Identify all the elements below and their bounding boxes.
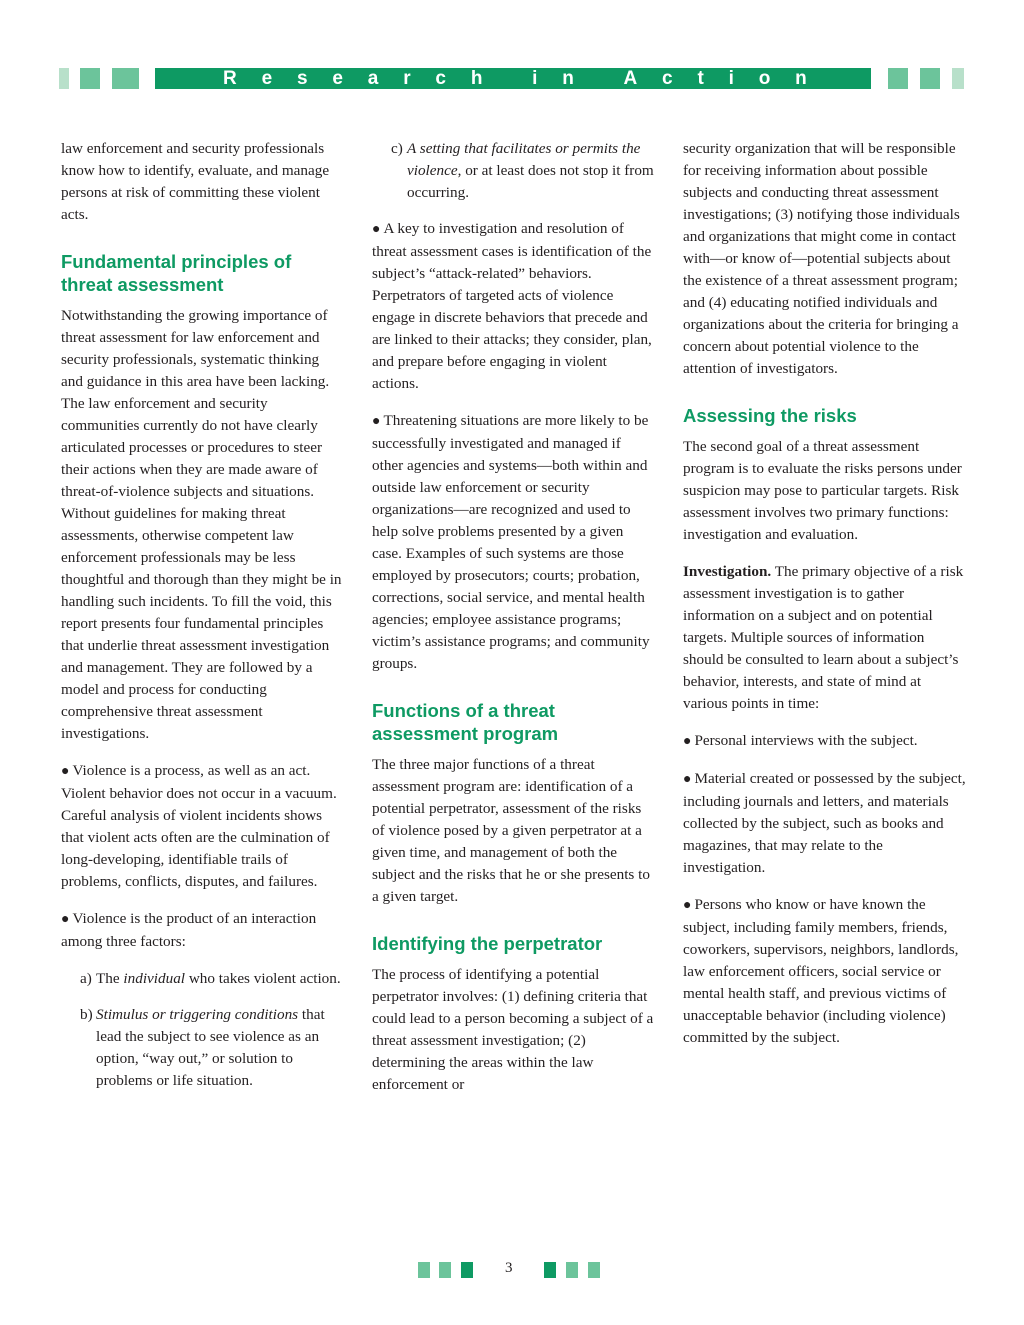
banner-letter: R: [223, 68, 237, 89]
sub-item-text: [96, 968, 341, 990]
bullet-text: Violence is the product of an interaction among three factors:: [61, 910, 317, 950]
header-square: [888, 68, 908, 89]
banner-letter: t: [697, 68, 704, 89]
bullet-text: A key to investigation and resolution of threat assessment cases is identification of the subject’s “attack-related” behaviors. Perpetrators of targeted acts of violence engage in discrete behaviors that precede and are linked to their attacks; they consider, plan, and prepare before engaging in violent actions.: [372, 220, 652, 392]
bullet-item: [61, 760, 344, 893]
column-1: [61, 138, 344, 1106]
bullet-item: [372, 410, 655, 675]
banner-letter: i: [728, 68, 734, 89]
sub-item-label: a): [80, 970, 92, 987]
sub-item-text-part: that lead the subject to see violence as an option, “way out,” or solution to problems or life situation.: [96, 1006, 325, 1089]
bullet-item: [683, 768, 966, 879]
banner-letter: i: [532, 68, 538, 89]
bullet-text: Personal interviews with the subject.: [694, 732, 918, 749]
body-paragraph: The process of identifying a potential perpetrator involves: (1) defining criteria that could lead to a person becoming a subject of a threat assessment investigation; (2) determining the areas within the law enforcement or: [372, 966, 654, 1093]
body-paragraph: security organization that will be responsible for receiving information about possible subjects and conducting threat assessment investigations; (3) notifying those individuals and organizations that might come in contact with—or know of—potential subjects about the existence of a threat assessment program; and (4) educating notified individuals and organizations about the criteria for bringing a concern about potential violence to the attention of investigators.: [683, 140, 960, 377]
banner-letter: e: [261, 68, 273, 89]
header-square: [112, 68, 139, 89]
banner-letter: c: [662, 68, 673, 89]
section-heading: Fundamental principles of threat assessment: [61, 251, 292, 295]
banner-letter: c: [435, 68, 446, 89]
bullet-item: [683, 730, 966, 753]
sub-item-text-part: , or at least does not stop it from occurring.: [407, 162, 654, 201]
bullet-item: [61, 908, 344, 953]
header-square: [59, 68, 69, 89]
body-paragraph: [683, 561, 966, 715]
footer-square: [588, 1262, 600, 1278]
footer-square: [418, 1262, 430, 1278]
banner-letter: s: [296, 68, 308, 89]
sub-item-a: [80, 968, 344, 990]
sub-item-text: [96, 1004, 344, 1092]
sub-item-emphasis: individual: [123, 970, 186, 987]
bullet-text: Persons who know or have known the subject, including family members, friends, coworkers, supervisors, neighbors, landlords, law enforcement officers, social service or mental health staff, and previous victims of unacceptable behavior (including violence) committed by the subject.: [683, 896, 959, 1046]
bullet-item: [372, 218, 655, 395]
header-square: [920, 68, 940, 89]
footer-square: [544, 1262, 556, 1278]
section-heading: Assessing the risks: [683, 405, 857, 426]
body-paragraph: The three major functions of a threat assessment program are: identification of a potential perpetrator, assessment of the risks of violence posed by a given perpetrator at a given time, and management of both the subject and the risks that he or she presents to a given target.: [372, 756, 650, 905]
column-3: [683, 138, 966, 1064]
page-footer: [418, 1262, 604, 1278]
banner-letter: e: [332, 68, 343, 89]
run-in-heading: Investigation.: [683, 563, 772, 580]
body-paragraph: Notwithstanding the growing importance of threat assessment for law enforcement and security professionals, systematic thinking and guidance in this area have been lacking. The law enforcement and security communities currently do not have clearly articulated processes or procedures to steer their actions when they are made aware of threat-of-violence subjects and situations. Without guidelines for making threat assessments, otherwise competent law enforcement professionals may be less thoughtful and thorough than they might be in handling such incidents. To fill the void, this report presents four fundamental principles that underlie threat assessment investigation and management. They are followed by a model and process for conducting comprehensive threat assessment investigations.: [61, 307, 342, 742]
bullet-text: Threatening situations are more likely to be successfully investigated and managed if other agencies and systems—both within and outside law enforcement or security organizations—are recognized and used to help solve problems presented by a given case. Examples of such systems are those employed by prosecutors; courts; probation, corrections, social service, and mental health agencies; employee assistance programs; victim’s assistance programs; and community groups.: [372, 412, 650, 672]
banner-letter: A: [623, 68, 638, 89]
bullet-text: Material created or possessed by the subject, including journals and letters, and materials collected by the subject, such as books and magazines, that may relate to the investigation.: [683, 770, 966, 876]
section-heading: Functions of a threat assessment program: [372, 700, 559, 744]
header-banner: [155, 68, 871, 89]
sub-item-label: c): [391, 140, 403, 157]
banner-letter: a: [367, 68, 379, 89]
footer-square: [439, 1262, 451, 1278]
intro-paragraph: law enforcement and security professionals know how to identify, evaluate, and manage persons at risk of committing these violent acts.: [61, 140, 330, 223]
page-number: 3: [505, 1260, 513, 1276]
bullet-item: [683, 894, 966, 1049]
sub-item-text-part: who takes violent action.: [185, 970, 341, 987]
sub-item-label: b): [80, 1006, 93, 1023]
sub-item-text: [407, 138, 655, 204]
section-heading: Identifying the perpetrator: [372, 933, 603, 954]
banner-letter: n: [562, 68, 574, 89]
sub-item-b: [80, 1004, 344, 1092]
section-header: [59, 68, 965, 89]
banner-letter: h: [470, 68, 483, 89]
body-paragraph: The second goal of a threat assessment program is to evaluate the risks persons under suspicion may pose to particular targets. Risk assessment involves two primary functions: investigation and evaluation.: [683, 438, 962, 543]
footer-square: [566, 1262, 578, 1278]
footer-square: [461, 1262, 473, 1278]
column-2: [372, 138, 655, 1111]
sub-item-emphasis: A setting that facilitates or permits the violence: [407, 140, 641, 179]
banner-letter: o: [758, 68, 771, 89]
sub-item-emphasis: Stimulus or triggering conditions: [96, 1006, 299, 1023]
paragraph-text: The primary objective of a risk assessment investigation is to gather information on a subject and on potential targets. Multiple sources of information should be consulted to learn about a subject’s behavior, interests, and state of mind at various points in time:: [683, 563, 964, 712]
header-square: [952, 68, 964, 89]
sub-item-c: [391, 138, 655, 204]
banner-letter: r: [403, 68, 411, 89]
sub-item-text-part: The: [96, 970, 124, 987]
banner-letter: n: [795, 68, 807, 89]
bullet-text: Violence is a process, as well as an act. Violent behavior does not occur in a vacuum. Careful analysis of violent incidents shows that violent acts often are the culmination of long-developing, identifiable trails of problems, conflicts, disputes, and failures.: [61, 762, 337, 890]
header-square: [80, 68, 100, 89]
